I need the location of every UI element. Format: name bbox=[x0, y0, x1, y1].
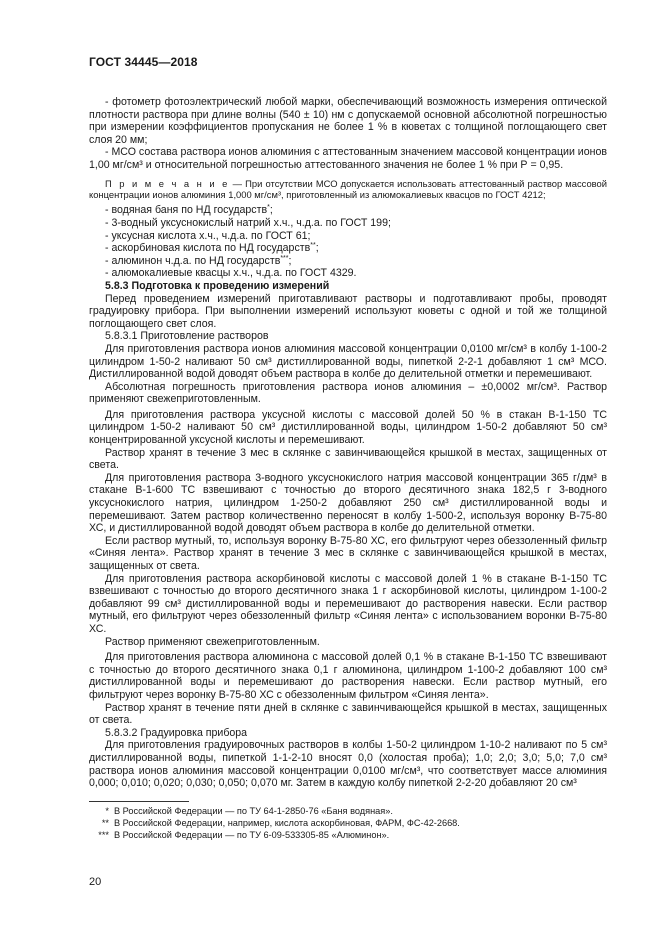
paragraph: Для приготовления раствора ионов алюминия массовой концентрации 0,0100 мг/см³ в колбу 1-100-2 цилиндром 1-50-2 наливают 50 см³ дистиллированной воды, пипеткой 2-2-1 добавляют 1 см³ МСО. Дистиллированной водой доводят объем раствора в колбе до делительной отметки и перемешивают. bbox=[89, 342, 607, 381]
note-label: П р и м е ч а н и е bbox=[105, 177, 230, 189]
list-item: - водяная баня по НД государств*; bbox=[105, 204, 273, 217]
list-item: - 3-водный уксуснокислый натрий х.ч., ч.д.а. по ГОСТ 199; bbox=[105, 216, 391, 229]
section-intro: Перед проведением измерений приготавливают растворы и подготавливают пробы, проводят градуировку прибора. При выполнении измерений используют кюветы с одной и той же толщиной поглощающего свет слоя. bbox=[89, 292, 607, 330]
subsection-title: 5.8.3.2 Градуировка прибора bbox=[105, 726, 248, 739]
footnotes bbox=[89, 805, 607, 841]
paragraph-photometer: - фотометр фотоэлектрический любой марки, обеспечивающий возможность измерения оптической плотности раствора при длине волны (540 ± 10) нм с допускаемой основной абсолютной погрешностью при измерении коэффициентов пропускания не более 1 % в кюветах с толщиной поглощающего свет слоя 20 мм; bbox=[89, 96, 607, 146]
section-heading: 5.8.3 Подготовка к проведению измерений bbox=[105, 279, 330, 292]
paragraph: Раствор хранят в течение пяти дней в склянке с завинчивающейся крышкой в местах, защищенных от света. bbox=[89, 701, 607, 727]
paragraph: Для приготовления раствора аскорбиновой кислоты с массовой долей 1 % в стакане В-1-150 ТС взвешивают с точностью до второго десятичного знака 1 г аскорбиновой кислоты, цилиндром 1-100-2 добавляют 99 см³ дистиллированной воды и перемешивают до растворения навески. Если раствор мутный, его фильтруют через обеззоленный фильтр «Синяя лента» с использованием воронки В-75-80 ХС. bbox=[89, 572, 607, 635]
document-body bbox=[89, 96, 607, 790]
list-item: - уксусная кислота х.ч., ч.д.а. по ГОСТ 61; bbox=[105, 229, 311, 242]
paragraph: Абсолютная погрешность приготовления раствора ионов алюминия – ±0,0002 мг/см³. Раствор применяют свежеприготовленным. bbox=[89, 380, 607, 406]
reagent-list bbox=[89, 204, 607, 280]
list-item: - алюмокалиевые квасцы х.ч., ч.д.а. по ГОСТ 4329. bbox=[105, 267, 357, 280]
paragraph-mso: - МСО состава раствора ионов алюминия с аттестованным значением массовой концентрации ионов 1,00 мг/см³ и относительной погрешностью аттестованного значения не более 1 % при Р = 0,95. bbox=[89, 146, 607, 171]
note-text: — При отсутствии МСО допускается использовать аттестованный раствор массовой концентрации ионов алюминия 1,000 мг/см³, приготовленный из алюмокалиевых квасцов по ГОСТ 4212; bbox=[89, 177, 607, 200]
paragraph: Для приготовления раствора 3-водного уксуснокислого натрия массовой концентрации 365 г/дм³ в стакане В-1-600 ТС взвешивают с точностью до второго десятичного знака 182,5 г 3-водного уксуснокислого натрия, цилиндром 1-250-2 добавляют 250 см³ дистиллированной воды и перемешивают. Затем раствор количественно переносят в колбу 1-500-2, используя воронку В-75-80 ХС, и дистиллированной водой доводят объем раствора в колбе до делительной отметки. bbox=[89, 471, 607, 535]
paragraph: Для приготовления градуировочных растворов в колбы 1-50-2 цилиндром 1-10-2 наливают по 5 см³ дистиллированной воды, пипеткой 1-1-2-10 вносят 0,0 (холостая проба); 1,0; 2,0; 3,0; 5,0; 7,0 см³ раствора ионов алюминия массовой концентрации 0,0100 мг/см³, что соответствует массе алюминия 0,000; 0,010; 0,020; 0,030; 0,050; 0,070 мг. Затем в каждую колбу пипеткой 2-2-20 добавляют 20 см³ bbox=[89, 739, 607, 790]
list-item: - аскорбиновая кислота по НД государств**; bbox=[105, 242, 319, 255]
page-number: 20 bbox=[89, 876, 102, 888]
paragraph: Если раствор мутный, то, используя воронку В-75-80 ХС, его фильтруют через обеззоленный фильтр «Синяя лента». Раствор хранят в течение 3 мес в склянке с завинчивающейся крышкой в местах, защищенных от света. bbox=[89, 534, 607, 572]
paragraph: Для приготовления раствора алюминона с массовой долей 0,1 % в стакане В-1-150 ТС взвешивают с точностью до второго десятичного знака 0,1 г алюминона, цилиндром 1-100-2 добавляют 100 см³ дистиллированной воды и перемешивают до растворения навески. Если раствор мутный, его фильтруют через воронку В-75-80 ХС с обеззоленным фильтром «Синяя лента». bbox=[89, 651, 607, 701]
document-header: ГОСТ 34445—2018 bbox=[89, 55, 198, 69]
footnote: * В Российской Федерации — по ТУ 64-1-2850-76 «Баня водяная». bbox=[105, 806, 393, 816]
footnote-divider bbox=[89, 801, 189, 802]
paragraph: Раствор хранят в течение 3 мес в склянке с завинчивающейся крышкой в местах, защищенных от света. bbox=[89, 446, 607, 472]
paragraph: Раствор применяют свежеприготовленным. bbox=[105, 635, 320, 648]
subsection-title: 5.8.3.1 Приготовление растворов bbox=[105, 330, 269, 343]
footnote: *** В Российской Федерации — по ТУ 6-09-533305-85 «Алюминон». bbox=[98, 830, 390, 840]
footnote: ** В Российской Федерации, например, кислота аскорбиновая, ФАРМ, ФС-42-2668. bbox=[101, 818, 460, 828]
list-item: - алюминон ч.д.а. по НД государств***; bbox=[105, 254, 292, 267]
note bbox=[89, 178, 607, 201]
paragraph: Для приготовления раствора уксусной кислоты с массовой долей 50 % в стакан В-1-150 ТС цилиндром 1-50-2 наливают 50 см³ дистиллированной воды, цилиндром 1-50-2 добавляют 50 см³ концентрированной уксусной кислоты и перемешивают. bbox=[89, 408, 607, 447]
